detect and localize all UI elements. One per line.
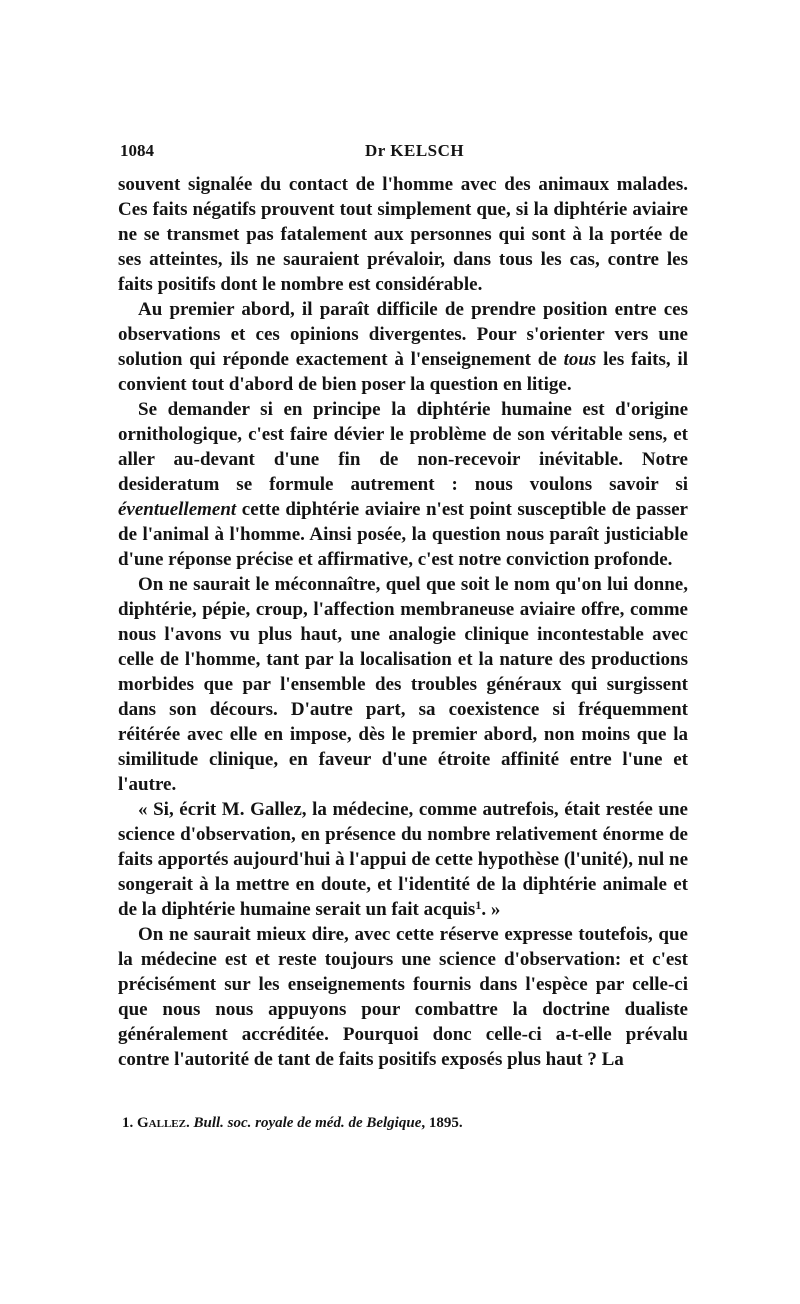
running-title: Dr KELSCH: [365, 141, 465, 160]
paragraph-2-text-a: Au premier abord, il paraît difficile de prendre position entre ces observations et ces opinions divergentes. Pour s'orienter vers une solution qui réponde exactement à l'enseignement de: [118, 299, 688, 370]
paragraph-5-quote: [118, 797, 688, 922]
paragraph-2-emphasis: tous: [563, 349, 597, 370]
paragraph-6: On ne saurait mieux dire, avec cette réserve expresse toutefois, que la médecine est et reste toujours une science d'observation: et c'est précisément sur les enseignements fournis dans l'espèce par celle-ci que nous nous appuyons pour combattre la doctrine dualiste généralement accréditée. Pourquoi donc celle-ci a-t-elle prévalu contre l'autorité de tant de faits positifs exposés plus haut ? La: [118, 924, 688, 1070]
footnote-year: , 1895.: [421, 1115, 463, 1131]
paragraph-2-text-b: les faits, il convient tout d'abord de bien poser la question en litige.: [118, 349, 688, 395]
paragraph-1: souvent signalée du contact de l'homme avec des animaux malades. Ces faits négatifs prouvent tout simplement que, si la diphtérie aviaire ne se transmet pas fatalement aux personnes qui sont à la portée de ses atteintes, ils ne sauraient prévaloir, dans tous les cas, contre les faits positifs dont le nombre est considérable.: [118, 174, 688, 295]
paragraph-3-text-b: cette diphtérie aviaire n'est point susceptible de passer de l'animal à l'homme. Ainsi posée, la question nous paraît justiciable d'une réponse précise et affirmative, c'est notre conviction profonde.: [118, 499, 688, 570]
paragraph-4: On ne saurait le méconnaître, quel que soit le nom qu'on lui donne, diphtérie, pépie, croup, l'affection membraneuse aviaire offre, comme nous l'avons vu plus haut, une analogie clinique incontestable avec celle de l'homme, tant par la localisation et la nature des productions morbides que par l'ensemble des troubles généraux qui surgissent dans son décours. D'autre part, sa coexistence si fréquemment réitérée avec elle en impose, dès le premier abord, non moins que la similitude clinique, en faveur d'une étroite affinité entre l'une et l'autre.: [118, 574, 688, 795]
footnote-author: Gallez.: [137, 1115, 190, 1131]
footnote-reference: 1: [475, 898, 482, 912]
paragraph-5-text-a: « Si, écrit M. Gallez, la médecine, comme autrefois, était restée une science d'observation, en présence du nombre relativement énorme de faits apportés aujourd'hui à l'appui de cette hypothèse (l'unité), nul ne songerait à la mettre en doute, et l'identité de la diphtérie animale et de la diphtérie humaine serait un fait acquis: [118, 799, 688, 920]
footnote: [122, 1113, 682, 1133]
paragraph-2: [118, 297, 688, 397]
footnote-marker: 1.: [122, 1115, 134, 1131]
body-text: [118, 172, 688, 1072]
paragraph-3-emphasis: éventuellement: [118, 499, 237, 520]
running-header: [120, 141, 690, 165]
paragraph-3-text-a: Se demander si en principe la diphtérie humaine est d'origine ornithologique, c'est faire dévier le problème de son véritable sens, et aller au-devant d'une fin de non-recevoir inévitable. Notre desideratum se formule autrement : nous voulons savoir si: [118, 399, 688, 495]
footnote-citation: Bull. soc. royale de méd. de Belgique: [193, 1115, 422, 1131]
paragraph-5-text-b: . »: [481, 899, 501, 920]
paragraph-3: [118, 397, 688, 572]
page-number: 1084: [120, 141, 154, 160]
